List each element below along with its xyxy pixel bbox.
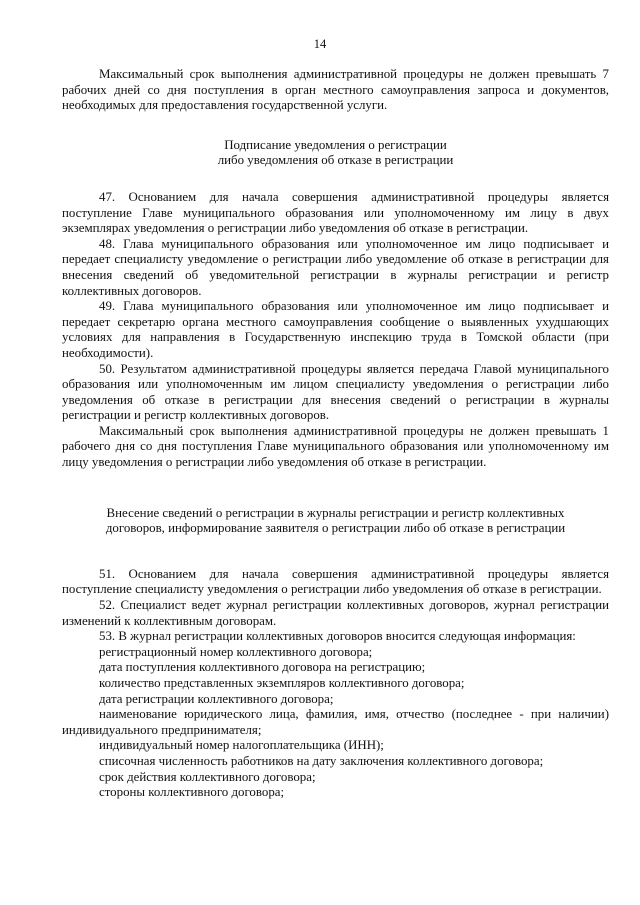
list-item: дата регистрации коллективного договора; bbox=[99, 691, 334, 706]
document-body bbox=[62, 67, 609, 801]
list-item: наименование юридического лица, фамилия, имя, отчество (последнее - при наличии) индивидуального предпринимателя; bbox=[62, 707, 609, 737]
paragraph-49: 49. Глава муниципального образования или уполномоченное им лицо подписывает и передает секретарю органа местного самоуправления сообщение о выявленных ухудшающих условиях для направления в Государственную инспекцию труда в Томской области (при необходимости). bbox=[62, 299, 609, 360]
paragraph-48: 48. Глава муниципального образования или уполномоченное им лицо подписывает и передает специалисту уведомление о регистрации либо уведомление об отказе в регистрации для внесения сведений об уведомительной регистрации в журналы регистрации и регистр коллективных договоров. bbox=[62, 236, 609, 298]
paragraph-47: 47. Основанием для начала совершения административной процедуры является поступление Главе муниципального образования или уполномоченному им лицу в двух экземплярах уведомления о регистрации либо уведомления об отказе в регистрации. bbox=[62, 189, 609, 236]
section-heading-registry-line1: Внесение сведений о регистрации в журналы регистрации и регистр коллективных bbox=[106, 505, 565, 520]
section-heading-signing-line1: Подписание уведомления о регистрации bbox=[224, 137, 447, 152]
section-heading-registry-line2: договоров, информирование заявителя о регистрации либо об отказе в регистрации bbox=[105, 521, 566, 536]
registry-fields-list bbox=[62, 645, 609, 801]
section-heading-registry bbox=[62, 506, 609, 537]
list-item: стороны коллективного договора; bbox=[99, 785, 285, 800]
section-heading-signing-line2: либо уведомления об отказе в регистрации bbox=[217, 153, 454, 168]
paragraph-52: 52. Специалист ведет журнал регистрации коллективных договоров, журнал регистрации изменений к коллективным договорам. bbox=[62, 598, 609, 628]
paragraph-51: 51. Основанием для начала совершения административной процедуры является поступление специалисту уведомления о регистрации либо уведомления об отказе в регистрации. bbox=[62, 566, 609, 597]
list-item: регистрационный номер коллективного договора; bbox=[99, 644, 373, 659]
section-heading-signing bbox=[62, 138, 609, 169]
list-item: списочная численность работников на дату заключения коллективного договора; bbox=[99, 753, 544, 768]
paragraph-max-term-1-day: Максимальный срок выполнения административной процедуры не должен превышать 1 рабочего дня со дня поступления Главе муниципального образования или уполномоченному им лицу уведомления о регистрации либо уведомления об отказе в регистрации. bbox=[62, 423, 609, 470]
list-item: количество представленных экземпляров коллективного договора; bbox=[99, 676, 465, 690]
paragraph-50: 50. Результатом административной процедуры является передача Главой муниципального образования или уполномоченным им лицом специалисту уведомления о регистрации либо уведомления об отказе в регистрации для внесения сведений о регистрации в журналы регистрации и регистр коллективных договоров. bbox=[62, 361, 609, 423]
paragraph-53: 53. В журнал регистрации коллективных договоров вносится следующая информация: bbox=[99, 629, 576, 644]
list-item: индивидуальный номер налогоплательщика (ИНН); bbox=[99, 738, 384, 753]
paragraph-max-term-7-days: Максимальный срок выполнения административной процедуры не должен превышать 7 рабочих дней со дня поступления в орган местного самоуправления запроса и документов, необходимых для предоставления государственной услуги. bbox=[62, 67, 609, 113]
list-item: дата поступления коллективного договора на регистрацию; bbox=[99, 660, 426, 675]
list-item: срок действия коллективного договора; bbox=[99, 769, 316, 784]
page-number: 14 bbox=[313, 37, 327, 51]
